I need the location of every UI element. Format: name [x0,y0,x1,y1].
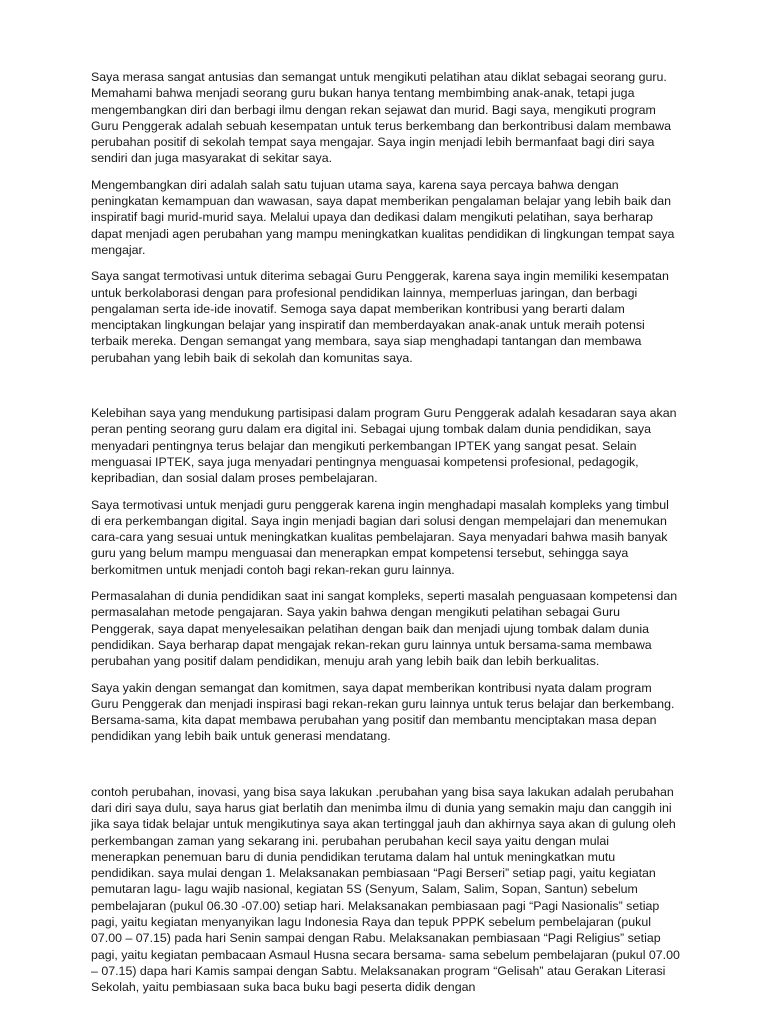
paragraph: Saya yakin dengan semangat dan komitmen, saya dapat memberikan kontribusi nyata dalam program Guru Penggerak dan menjadi inspirasi bagi rekan-rekan guru lainnya untuk terus belajar dan berkembang. Bersama-sama, kita dapat membawa perubahan yang positif dan membantu menciptakan masa depan pendidikan yang lebih baik untuk generasi mendatang. [91,680,675,744]
paragraph: Saya sangat termotivasi untuk diterima sebagai Guru Penggerak, karena saya ingin memiliki kesempatan untuk berkolaborasi dengan para profesional pendidikan lainnya, memperluas jaringan, dan berbagi pengalaman serta ide-ide inovatif. Semoga saya dapat memberikan kontribusi yang berarti dalam menciptakan lingkungan belajar yang inspiratif dan memberdayakan anak-anak untuk meraih potensi terbaik mereka. Dengan semangat yang membara, saya siap menghadapi tantangan dan membawa perubahan yang lebih baik di sekolah dan komunitas saya. [91,269,669,365]
document-section [91,784,681,996]
document-page [91,69,681,996]
document-section [91,405,681,745]
paragraph: Saya merasa sangat antusias dan semangat untuk mengikuti pelatihan atau diklat sebagai seorang guru. Memahami bahwa menjadi seorang guru bukan hanya tentang membimbing anak-anak, tetapi juga mengembangkan diri dan berbagi ilmu dengan rekan sejawat dan murid. Bagi saya, mengikuti program Guru Penggerak adalah sebuah kesempatan untuk terus berkembang dan berkontribusi dalam membawa perubahan positif di sekolah tempat saya mengajar. Saya ingin menjadi lebih bermanfaat bagi diri saya sendiri dan juga masyarakat di sekitar saya. [91,70,671,166]
paragraph: Kelebihan saya yang mendukung partisipasi dalam program Guru Penggerak adalah kesadaran saya akan peran penting seorang guru dalam era digital ini. Sebagai ujung tombak dalam dunia pendidikan, saya menyadari pentingnya terus belajar dan mengikuti perkembangan IPTEK yang sangat pesat. Selain menguasai IPTEK, saya juga menyadari pentingnya menguasai kompetensi profesional, pedagogik, kepribadian, dan sosial dalam proses pembelajaran. [91,406,677,486]
paragraph: Mengembangkan diri adalah salah satu tujuan utama saya, karena saya percaya bahwa dengan peningkatan kemampuan dan wawasan, saya dapat memberikan pengalaman belajar yang lebih baik dan inspiratif bagi murid-murid saya. Melalui upaya dan dedikasi dalam mengikuti pelatihan, saya berharap dapat menjadi agen perubahan yang mampu meningkatkan kualitas pendidikan di lingkungan tempat saya mengajar. [91,177,675,257]
paragraph: Permasalahan di dunia pendidikan saat ini sangat kompleks, seperti masalah penguasaan kompetensi dan permasalahan metode pengajaran. Saya yakin bahwa dengan mengikuti pelatihan sebagai Guru Penggerak, saya dapat menyelesaikan pelatihan dengan baik dan menjadi ujung tombak dalam dunia pendidikan. Saya berharap dapat mengajak rekan-rekan guru lainnya untuk bersama-sama membawa perubahan yang positif dalam pendidikan, menuju arah yang lebih baik dan lebih berkualitas. [91,589,678,669]
document-section [91,69,681,366]
paragraph: contoh perubahan, inovasi, yang bisa saya lakukan .perubahan yang bisa saya lakukan adalah perubahan dari diri saya dulu, saya harus giat berlatih dan menimba ilmu di dunia yang semakin maju dan canggih ini jika saya tidak belajar untuk mengikutinya saya akan tertinggal jauh dan akhirnya saya akan di gulung oleh perkembangan zaman yang sekarang ini. perubahan perubahan kecil saya yaitu dengan mulai menerapkan penemuan baru di dunia pendidikan terutama dalam hal untuk meningkatkan mutu pendidikan. saya mulai dengan 1. Melaksanakan pembiasaan “Pagi Berseri” setiap pagi, yaitu kegiatan pemutaran lagu- lagu wajib nasional, kegiatan 5S (Senyum, Salam, Salim, Sopan, Santun) sebelum pembelajaran (pukul 06.30 -07.00) setiap hari. Melaksanakan pembiasaan pagi “Pagi Nasionalis” setiap pagi, yaitu kegiatan menyanyikan lagu Indonesia Raya dan tepuk PPPK sebelum pembelajaran (pukul 07.00 – 07.15) pada hari Senin sampai dengan Rabu. Melaksanakan pembiasaan “Pagi Religius” setiap pagi, yaitu kegiatan pembacaan Asmaul Husna secara bersama- sama sebelum pembelajaran (pukul 07.00 – 07.15) dapa hari Kamis sampai dengan Sabtu. Melaksanakan program “Gelisah” atau Gerakan Literasi Sekolah, yaitu pembiasaan suka baca buku bagi peserta didik dengan [91,784,680,995]
paragraph: Saya termotivasi untuk menjadi guru penggerak karena ingin menghadapi masalah kompleks yang timbul di era perkembangan digital. Saya ingin menjadi bagian dari solusi dengan mempelajari dan menemukan cara-cara yang sesuai untuk meningkatkan kualitas pembelajaran. Saya menyadari bahwa masih banyak guru yang belum mampu menguasai dan menerapkan empat kompetensi tersebut, sehingga saya berkomitmen untuk menjadi contoh bagi rekan-rekan guru lainnya. [91,497,669,577]
